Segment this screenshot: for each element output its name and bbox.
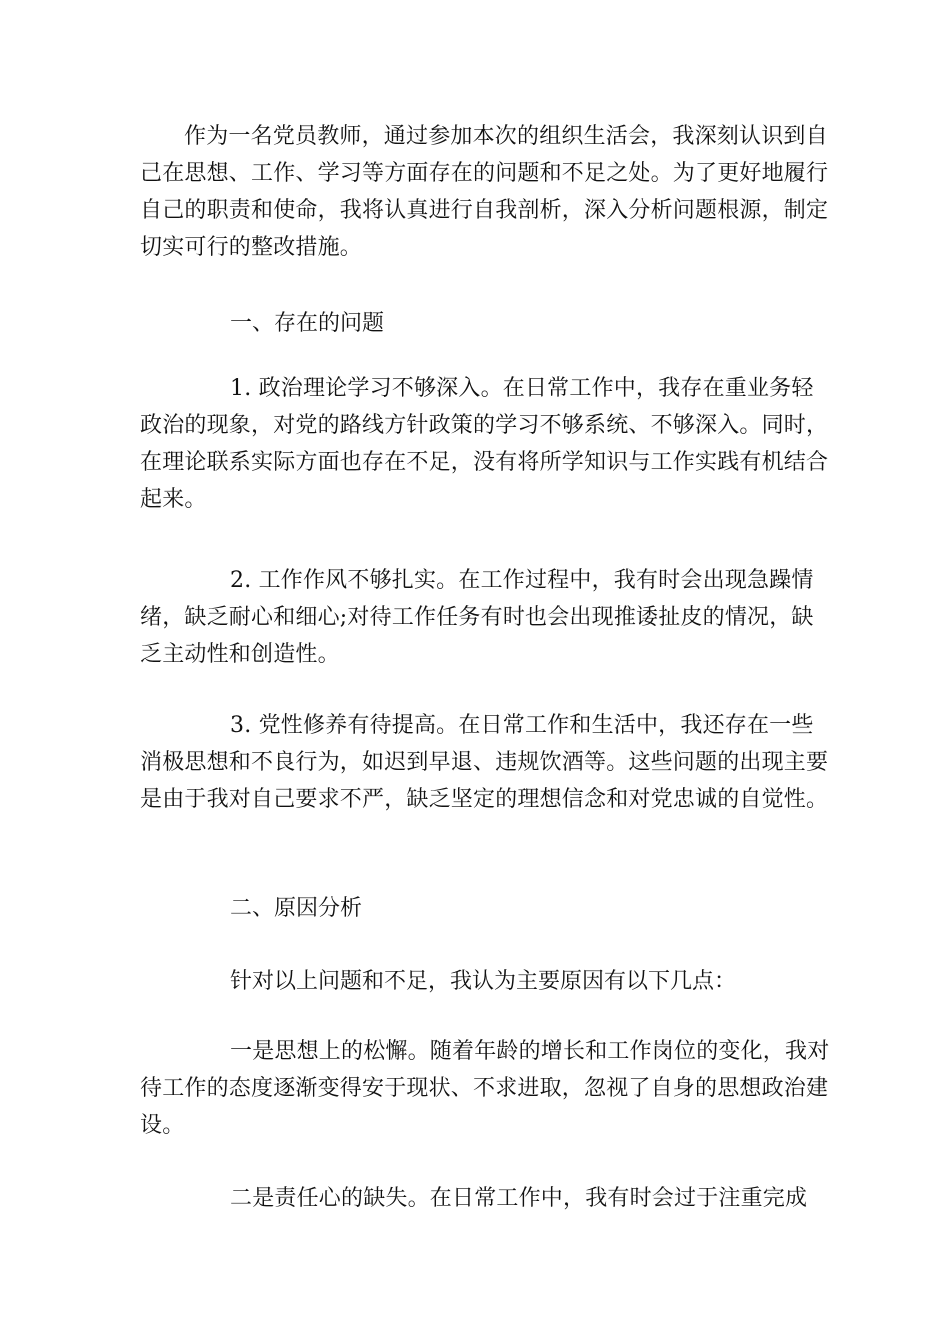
problem-item-3: 3. 党性修养有待提高。在日常工作和生活中，我还存在一些消极思想和不良行为，如迟到早退、违规饮酒等。这些问题的出现主要是由于我对自己要求不严，缺乏坚定的理想信念和对党忠诚的自觉性。 [140, 713, 829, 812]
problem-item-2: 2. 工作作风不够扎实。在工作过程中，我有时会出现急躁情绪，缺乏耐心和细心;对待工作任务有时也会出现推诿扯皮的情况，缺乏主动性和创造性。 [140, 568, 814, 667]
section-heading-problems: 一、存在的问题 [230, 311, 385, 336]
causes-intro: 针对以上问题和不足，我认为主要原因有以下几点： [230, 969, 737, 994]
intro-paragraph: 作为一名党员教师，通过参加本次的组织生活会，我深刻认识到自己在思想、工作、学习等方面存在的问题和不足之处。为了更好地履行自己的职责和使命，我将认真进行自我剖析，深入分析问题根源，制定切实可行的整改措施。 [140, 124, 829, 260]
problem-item-1: 1. 政治理论学习不够深入。在日常工作中，我存在重业务轻政治的现象，对党的路线方针政策的学习不够系统、不够深入。同时，在理论联系实际方面也存在不足，没有将所学知识与工作实践有机结合起来。 [140, 376, 829, 512]
cause-item-1: 一是思想上的松懈。随着年龄的增长和工作岗位的变化，我对待工作的态度逐渐变得安于现状、不求进取，忽视了自身的思想政治建设。 [140, 1039, 830, 1138]
section-heading-causes: 二、原因分析 [230, 896, 363, 921]
cause-item-2: 二是责任心的缺失。在日常工作中，我有时会过于注重完成 [230, 1186, 808, 1211]
